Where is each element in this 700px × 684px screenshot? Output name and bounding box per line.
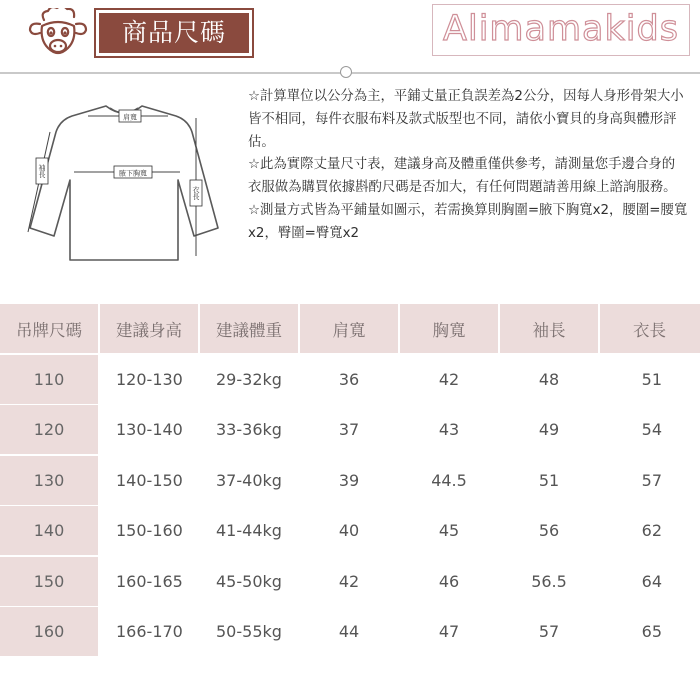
- size-cell: 150: [0, 557, 100, 606]
- chest-label: 腋下胸寬: [119, 169, 147, 178]
- note-item: ☆測量方式皆為平鋪量如圖示，若需換算則胸圍=腋下胸寬x2，腰圍=腰寬x2，臀圍=臀寬x2: [248, 202, 688, 241]
- table-cell: 40: [300, 506, 400, 555]
- table-cell: 57: [500, 607, 600, 656]
- table-cell: 42: [400, 355, 500, 404]
- table-cell: 62: [600, 506, 700, 555]
- table-row: [0, 557, 700, 608]
- table-cell: 44: [300, 607, 400, 656]
- table-cell: 43: [400, 405, 500, 454]
- table-cell: 140-150: [100, 456, 200, 505]
- divider-dot: [340, 66, 352, 78]
- note-item: ☆此為實際丈量尺寸表，建議身高及體重僅供參考，請測量您手邊合身的衣服做為購買依據斟酌尺碼是否加大，有任何問題請善用線上諮詢服務。: [248, 157, 677, 196]
- size-cell: 130: [0, 456, 100, 505]
- header-cell: 肩寬: [300, 304, 400, 353]
- table-cell: 36: [300, 355, 400, 404]
- sheep-logo-icon: [26, 8, 90, 64]
- table-cell: 33-36kg: [200, 405, 300, 454]
- table-cell: 29-32kg: [200, 355, 300, 404]
- table-row: [0, 506, 700, 557]
- size-cell: 140: [0, 506, 100, 555]
- header-cell: 袖長: [500, 304, 600, 353]
- table-cell: 64: [600, 557, 700, 606]
- table-cell: 130-140: [100, 405, 200, 454]
- table-cell: 166-170: [100, 607, 200, 656]
- table-cell: 150-160: [100, 506, 200, 555]
- header-cell: 衣長: [600, 304, 700, 353]
- table-header-row: [0, 304, 700, 355]
- header-cell: 吊牌尺碼: [0, 304, 100, 353]
- table-cell: 57: [600, 456, 700, 505]
- table-row: [0, 607, 700, 658]
- table-row: [0, 456, 700, 507]
- table-cell: 47: [400, 607, 500, 656]
- table-cell: 48: [500, 355, 600, 404]
- size-diagram: [18, 96, 228, 266]
- size-notes: [248, 86, 688, 246]
- table-row: [0, 405, 700, 456]
- size-cell: 160: [0, 607, 100, 656]
- note-item: ☆計算單位以公分為主，平鋪丈量正負誤差為2公分，因每人身形骨架大小皆不相同，每件衣服布料及款式版型也不同，請依小寶貝的身高與體形評估。: [248, 89, 684, 150]
- header-cell: 建議身高: [100, 304, 200, 353]
- header-cell: 胸寬: [400, 304, 500, 353]
- table-cell: 51: [600, 355, 700, 404]
- table-cell: 44.5: [400, 456, 500, 505]
- size-table: [0, 304, 700, 658]
- table-cell: 54: [600, 405, 700, 454]
- table-cell: 41-44kg: [200, 506, 300, 555]
- table-cell: 42: [300, 557, 400, 606]
- brand-name: Alimamakids: [432, 4, 690, 56]
- table-cell: 50-55kg: [200, 607, 300, 656]
- sleeve-label: 袖長: [38, 164, 46, 178]
- size-cell: 110: [0, 355, 100, 404]
- header-cell: 建議體重: [200, 304, 300, 353]
- table-cell: 45-50kg: [200, 557, 300, 606]
- size-cell: 120: [0, 405, 100, 454]
- table-cell: 49: [500, 405, 600, 454]
- shoulder-label: 肩寬: [123, 113, 137, 122]
- table-cell: 37-40kg: [200, 456, 300, 505]
- table-cell: 37: [300, 405, 400, 454]
- table-cell: 56: [500, 506, 600, 555]
- table-cell: 46: [400, 557, 500, 606]
- table-cell: 65: [600, 607, 700, 656]
- page-title: 商品尺碼: [99, 13, 249, 53]
- table-cell: 120-130: [100, 355, 200, 404]
- table-cell: 51: [500, 456, 600, 505]
- table-cell: 45: [400, 506, 500, 555]
- table-row: [0, 355, 700, 406]
- table-cell: 56.5: [500, 557, 600, 606]
- table-cell: 39: [300, 456, 400, 505]
- length-label: 衣長: [192, 186, 200, 200]
- table-cell: 160-165: [100, 557, 200, 606]
- title-box: [94, 8, 254, 58]
